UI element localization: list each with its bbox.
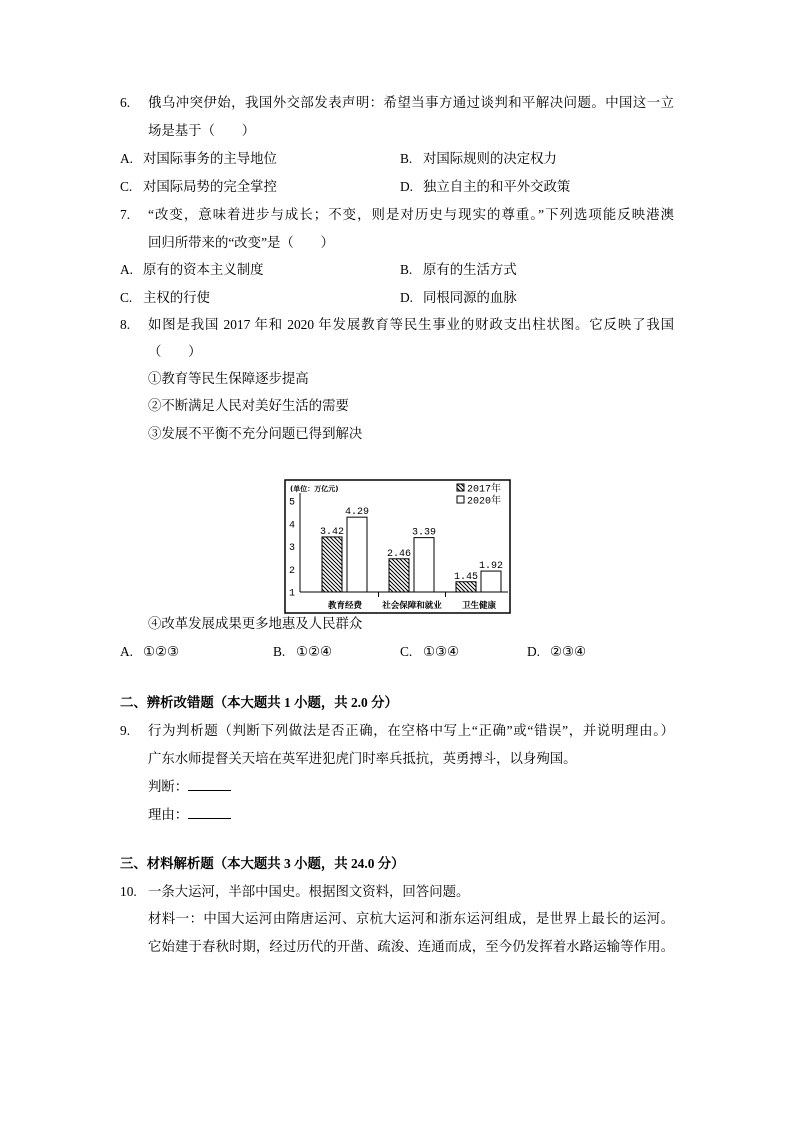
option-label: D. — [400, 290, 414, 305]
question-6-number: 6. — [120, 95, 131, 110]
legend-swatch — [457, 496, 464, 503]
bar — [414, 538, 434, 592]
option-text: 对国际规则的决定权力 — [423, 151, 557, 166]
reason-line — [148, 804, 231, 825]
bar-value-label: 1.45 — [453, 571, 479, 583]
option-text: 对国际事务的主导地位 — [143, 151, 277, 166]
option-text: 对国际局势的完全掌控 — [143, 179, 277, 194]
question-7-number: 7. — [120, 207, 131, 222]
section-2-title: 二、辨析改错题（本大题共 1 小题，共 2.0 分） — [120, 695, 398, 710]
bar-value-label: 3.39 — [411, 527, 437, 539]
bar-value-label: 4.29 — [344, 507, 370, 519]
bar-value-label: 1.92 — [478, 561, 504, 573]
option-label: B. — [400, 262, 413, 277]
category-label: 社会保障和就业 — [382, 601, 442, 611]
question-8-option-a — [120, 642, 179, 662]
option-label: B. — [273, 644, 286, 659]
option-label: D. — [527, 644, 541, 659]
option-label: A. — [120, 644, 134, 659]
bar-value-label: 2.46 — [386, 548, 412, 560]
question-8-stem: 如图是我国 2017 年和 2020 年发展教育等民生事业的财政支出柱状图。它反映了我国 — [148, 317, 674, 332]
option-label: C. — [400, 644, 413, 659]
section-3-title: 三、材料解析题（本大题共 3 小题，共 24.0 分） — [120, 856, 405, 871]
question-8-number: 8. — [120, 317, 131, 332]
material-1-line-2: 它始建于春秋时期，经过历代的开凿、疏浚、连通而成，至今仍发挥着水路运输等作用。 — [148, 939, 674, 954]
bar — [322, 537, 342, 592]
y-tick-label: 4 — [288, 520, 296, 532]
category-label: 教育经费 — [327, 601, 363, 611]
option-text: ①②③ — [143, 644, 180, 659]
question-7-option-b — [400, 260, 517, 280]
question-7-option-a — [120, 260, 264, 280]
bar — [389, 559, 409, 592]
option-label: B. — [400, 151, 413, 166]
question-6-option-b — [400, 149, 557, 169]
bar-chart-figure — [284, 479, 512, 615]
reason-label: 理由： — [148, 807, 189, 822]
question-8-option-c — [400, 642, 459, 662]
y-tick-label: 5 — [288, 497, 296, 509]
bar-chart — [284, 479, 512, 615]
question-8-option-d — [527, 642, 586, 662]
question-6-option-c — [120, 177, 277, 197]
question-7-option-d — [400, 288, 517, 308]
option-text: 原有的生活方式 — [423, 262, 517, 277]
y-tick-label: 1 — [288, 588, 296, 600]
statement-3: ③发展不平衡不充分问题已得到解决 — [148, 426, 363, 441]
reason-blank — [188, 804, 231, 819]
option-text: ②③④ — [550, 644, 587, 659]
bar — [481, 571, 501, 592]
option-text: 同根同源的血脉 — [423, 290, 517, 305]
option-label: D. — [400, 179, 414, 194]
statement-4: ④改革发展成果更多地惠及人民群众 — [148, 616, 363, 631]
option-label: C. — [120, 290, 133, 305]
question-7-option-c — [120, 288, 210, 308]
judge-blank — [188, 776, 231, 791]
bar-value-label: 3.42 — [319, 526, 345, 538]
question-9-number: 9. — [120, 723, 131, 738]
bar — [347, 517, 367, 592]
y-tick-label: 3 — [288, 543, 296, 554]
question-6-stem: 俄乌冲突伊始，我国外交部发表声明：希望当事方通过谈判和平解决问题。中国这一立 — [148, 95, 674, 110]
option-label: A. — [120, 262, 134, 277]
y-tick-label: 2 — [288, 565, 296, 577]
question-10-number: 10. — [120, 884, 137, 899]
question-7-stem: “改变，意味着进步与成长；不变，则是对历史与现实的尊重。”下列选项能反映港澳 — [148, 207, 674, 222]
question-9-scenario: 广东水师提督关天培在英军进犯虎门时率兵抵抗，英勇搏斗，以身殉国。 — [148, 751, 577, 766]
judge-line — [148, 776, 231, 797]
option-label: A. — [120, 151, 134, 166]
material-1-line-1: 材料一：中国大运河由隋唐运河、京杭大运河和浙东运河组成，是世界上最长的运河。 — [148, 911, 674, 926]
legend-label: 2020年 — [467, 496, 502, 508]
question-6-option-d — [400, 177, 570, 197]
statement-2: ②不断满足人民对美好生活的需要 — [148, 398, 349, 413]
option-text: ①③④ — [423, 644, 460, 659]
question-8-stem-continued: （ ） — [148, 344, 202, 359]
legend-label: 2017年 — [467, 484, 502, 496]
chart-unit-label: (单位：万亿元) — [290, 485, 339, 493]
question-8-option-b — [273, 642, 332, 662]
bar — [456, 582, 476, 592]
option-text: 原有的资本主义制度 — [143, 262, 264, 277]
option-label: C. — [120, 179, 133, 194]
category-label: 卫生健康 — [461, 601, 497, 611]
option-text: 主权的行使 — [143, 290, 210, 305]
judge-label: 判断： — [148, 779, 189, 794]
question-10-stem: 一条大运河，半部中国史。根据图文资料，回答问题。 — [148, 884, 470, 899]
question-6-option-a — [120, 149, 277, 169]
option-text: 独立自主的和平外交政策 — [423, 179, 571, 194]
question-6-stem-continued: 场是基于（ ） — [148, 123, 256, 138]
option-text: ①②④ — [296, 644, 333, 659]
legend-swatch — [457, 484, 464, 491]
statement-1: ①教育等民生保障逐步提高 — [148, 371, 309, 386]
question-7-stem-continued: 回归所带来的“改变”是（ ） — [148, 235, 334, 250]
question-9-stem: 行为判析题（判断下列做法是否正确，在空格中写上“正确”或“错误”，并说明理由。） — [148, 723, 674, 738]
